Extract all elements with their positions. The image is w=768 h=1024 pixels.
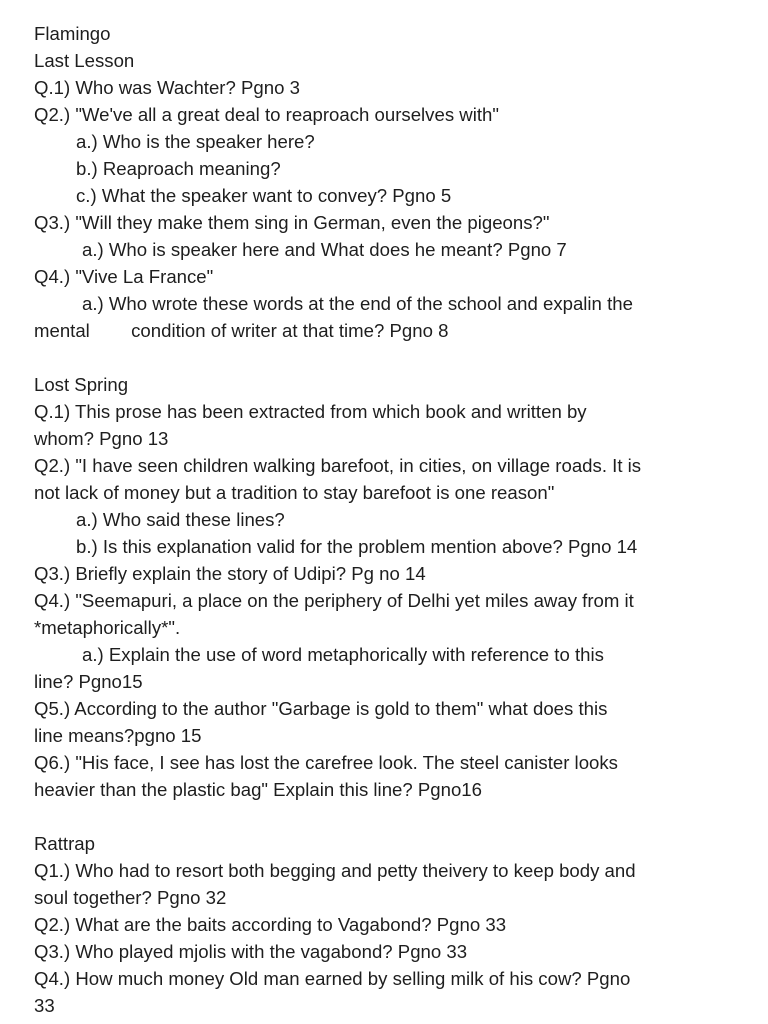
sub-question-line: a.) Who is speaker here and What does he meant? Pgno 7 bbox=[82, 239, 567, 260]
question-line: Q3.) "Will they make them sing in German, even the pigeons?" bbox=[34, 212, 550, 233]
question-continuation-line: line means?pgno 15 bbox=[34, 725, 202, 746]
question-line: Q3.) Who played mjolis with the vagabond? Pgno 33 bbox=[34, 941, 468, 962]
question-continuation-line: whom? Pgno 13 bbox=[34, 428, 169, 449]
section-title-rattrap: Rattrap bbox=[34, 833, 95, 854]
question-continuation-line: line? Pgno15 bbox=[34, 671, 143, 692]
question-continuation-line: mental condition of writer at that time? Pgno 8 bbox=[34, 320, 449, 341]
question-line: Q2.) "I have seen children walking barefoot, in cities, on village roads. It is bbox=[34, 455, 642, 476]
question-line: Q2.) "We've all a great deal to reaproach ourselves with" bbox=[34, 104, 499, 125]
sub-question-line: a.) Explain the use of word metaphorically with reference to this bbox=[82, 644, 604, 665]
question-line: Q6.) "His face, I see has lost the carefree look. The steel canister looks bbox=[34, 752, 618, 773]
sub-question-line: b.) Is this explanation valid for the problem mention above? Pgno 14 bbox=[76, 536, 638, 557]
question-line: Q.1) This prose has been extracted from which book and written by bbox=[34, 401, 587, 422]
question-continuation-line: soul together? Pgno 32 bbox=[34, 887, 227, 908]
book-title: Flamingo bbox=[34, 23, 111, 44]
document bbox=[34, 20, 734, 1019]
section-spacer bbox=[34, 803, 734, 830]
sub-question-line: c.) What the speaker want to convey? Pgno 5 bbox=[76, 185, 452, 206]
sub-question-line: a.) Who is the speaker here? bbox=[76, 131, 315, 152]
sub-question-line: a.) Who said these lines? bbox=[76, 509, 285, 530]
question-line: Q3.) Briefly explain the story of Udipi? Pg no 14 bbox=[34, 563, 426, 584]
section-title-lost-spring: Lost Spring bbox=[34, 374, 129, 395]
question-line: Q4.) How much money Old man earned by selling milk of his cow? Pgno bbox=[34, 968, 631, 989]
question-line: Q4.) "Vive La France" bbox=[34, 266, 214, 287]
question-continuation-line: not lack of money but a tradition to stay barefoot is one reason" bbox=[34, 482, 555, 503]
sub-question-line: a.) Who wrote these words at the end of the school and expalin the bbox=[82, 293, 633, 314]
question-line: Q5.) According to the author "Garbage is gold to them" what does this bbox=[34, 698, 608, 719]
sub-question-line: b.) Reaproach meaning? bbox=[76, 158, 281, 179]
question-line: Q4.) "Seemapuri, a place on the periphery of Delhi yet miles away from it bbox=[34, 590, 634, 611]
question-continuation-line: heavier than the plastic bag" Explain this line? Pgno16 bbox=[34, 779, 482, 800]
question-line: Q1.) Who had to resort both begging and petty theivery to keep body and bbox=[34, 860, 636, 881]
section-title-last-lesson: Last Lesson bbox=[34, 50, 135, 71]
question-continuation-line: *metaphorically*". bbox=[34, 617, 181, 638]
question-line: Q.1) Who was Wachter? Pgno 3 bbox=[34, 77, 300, 98]
section-spacer bbox=[34, 344, 734, 371]
question-continuation-line: 33 bbox=[34, 995, 55, 1016]
question-line: Q2.) What are the baits according to Vagabond? Pgno 33 bbox=[34, 914, 507, 935]
